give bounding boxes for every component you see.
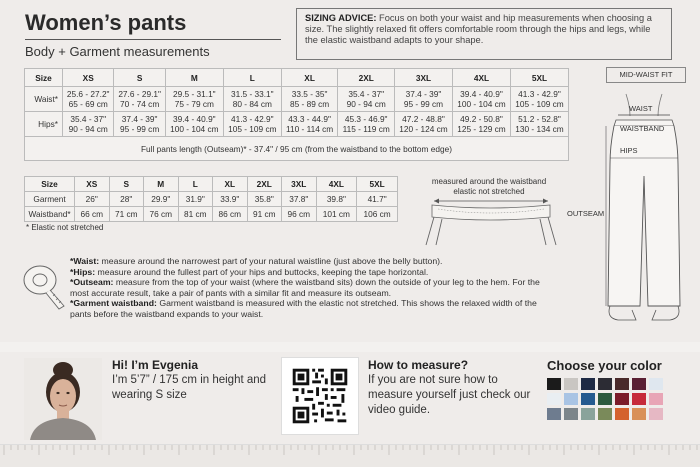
full-length-cell: Full pants length (Outseam)* - 37.4" / 95 cm (from the waistband to the bottom edge) <box>25 137 569 161</box>
size-col-3xl: 3XL <box>282 177 317 192</box>
color-swatch[interactable] <box>632 378 646 390</box>
size-col-2xl: 2XL <box>338 69 395 87</box>
color-swatch[interactable] <box>649 378 663 390</box>
table-cell: 25.6 - 27.2" 65 - 69 cm <box>63 87 114 112</box>
size-col-l: L <box>223 69 281 87</box>
table-cell: 71 cm <box>109 207 144 222</box>
sizing-advice-text: Focus on both your waist and hip measurements when choosing a size. The slightly relaxed fit offers comfortable room through the hips and legs, while the elastic waistband adapts to your shape. <box>305 13 652 46</box>
size-header-cell: Size <box>25 177 75 192</box>
color-swatch[interactable] <box>649 408 663 420</box>
table-cell: 35.8" <box>247 192 282 207</box>
color-swatch[interactable] <box>632 408 646 420</box>
pants-fit-diagram <box>596 86 692 326</box>
size-col-5xl: 5XL <box>357 177 398 192</box>
color-swatch[interactable] <box>547 393 561 405</box>
table-cell: 28" <box>109 192 144 207</box>
table-cell: 37.4 - 39" 95 - 99 cm <box>395 87 453 112</box>
definition-hips: *Hips: measure around the fullest part of your hips and buttocks, keeping the tape horizontal. <box>70 266 429 277</box>
color-swatch[interactable] <box>649 393 663 405</box>
model-greeting: Hi! I’m Evgenia <box>112 358 199 372</box>
size-col-xl: XL <box>281 69 338 87</box>
table-cell: 29.9" <box>144 192 179 207</box>
sizing-advice-label: SIZING ADVICE: <box>305 13 377 23</box>
table-cell: 35.4 - 37" 90 - 94 cm <box>63 112 114 137</box>
model-avatar <box>24 358 102 440</box>
table-cell: 31.9" <box>178 192 213 207</box>
color-swatch[interactable] <box>598 393 612 405</box>
size-col-s: S <box>114 69 165 87</box>
table-cell: 39.4 - 40.9" 100 - 104 cm <box>165 112 223 137</box>
definition-outseam: *Outseam: measure from the top of your waist (where the waistband sits) down the outside of your leg to the hem. For the most accurate result, take a pair of pants with a similar fit and measure its outseam. <box>70 277 540 298</box>
waistband-label: WAISTBAND <box>620 124 665 133</box>
elastic-note: * Elastic not stretched <box>26 223 104 232</box>
color-swatch-grid <box>547 378 665 420</box>
waistband-shape <box>432 205 550 220</box>
table-row-waist <box>25 87 569 112</box>
color-swatch[interactable] <box>615 378 629 390</box>
outseam-label: OUTSEAM <box>567 209 605 218</box>
size-col-5xl: 5XL <box>510 69 568 87</box>
definition-waist: *Waist: measure around the narrowest part of your natural waistline (just above the belly button). <box>70 256 443 266</box>
table-cell: 47.2 - 48.8" 120 - 124 cm <box>395 112 453 137</box>
ruler-strip <box>0 444 700 467</box>
table-cell: 29.5 - 31.1" 75 - 79 cm <box>165 87 223 112</box>
how-to-measure-text: If you are not sure how to measure yourself just check our video guide. <box>368 374 531 416</box>
size-col-2xl: 2XL <box>247 177 282 192</box>
size-col-3xl: 3XL <box>395 69 453 87</box>
size-col-m: M <box>165 69 223 87</box>
size-col-4xl: 4XL <box>316 177 357 192</box>
color-swatch[interactable] <box>581 408 595 420</box>
pants-leg-right <box>548 217 556 245</box>
pants-outline <box>608 126 680 306</box>
size-col-xs: XS <box>75 177 110 192</box>
hips-label: HIPS <box>620 146 638 155</box>
color-swatch[interactable] <box>598 378 612 390</box>
color-swatch[interactable] <box>547 378 561 390</box>
waistband-diagram <box>420 195 560 250</box>
ruler-ticks <box>0 445 700 467</box>
color-picker-title: Choose your color <box>547 358 662 373</box>
table-cell: 37.8" <box>282 192 317 207</box>
section-divider <box>0 342 700 352</box>
table-cell: 41.3 - 42.9" 105 - 109 cm <box>510 87 568 112</box>
table-cell: 31.5 - 33.1" 80 - 84 cm <box>223 87 281 112</box>
size-col-xs: XS <box>63 69 114 87</box>
definition-garment-waistband: *Garment waistband: Garment waistband is measured with the elastic not stretched. This shows the relaxed width of the pants before the waistband expands to your waist. <box>70 298 537 320</box>
table-row-cm <box>25 207 398 222</box>
size-header-cell: Size <box>25 69 63 87</box>
table-cell: 49.2 - 50.8" 125 - 129 cm <box>452 112 510 137</box>
table-cell: 41.7" <box>357 192 398 207</box>
table-header-row <box>25 69 569 87</box>
table-cell: 39.8" <box>316 192 357 207</box>
color-swatch[interactable] <box>615 393 629 405</box>
row-label-hips: Hips* <box>25 112 63 137</box>
waist-label: WAIST <box>629 104 653 113</box>
table-cell: 86 cm <box>213 207 248 222</box>
table-cell: 33.5 - 35" 85 - 89 cm <box>281 87 338 112</box>
size-col-xl: XL <box>213 177 248 192</box>
pants-leg-left <box>426 217 434 245</box>
qr-code-icon[interactable] <box>281 357 359 435</box>
table-row-hips <box>25 112 569 137</box>
measurement-definitions <box>70 256 540 320</box>
color-swatch[interactable] <box>632 393 646 405</box>
color-swatch[interactable] <box>581 378 595 390</box>
torso-right-outline <box>658 94 662 116</box>
table-cell: 51.2 - 52.8" 130 - 134 cm <box>510 112 568 137</box>
sizing-advice-box <box>296 8 672 60</box>
table-cell: 27.6 - 29.1" 70 - 74 cm <box>114 87 165 112</box>
table-cell: 91 cm <box>247 207 282 222</box>
table-cell: 45.3 - 46.9" 115 - 119 cm <box>338 112 395 137</box>
color-swatch[interactable] <box>615 408 629 420</box>
table-cell: 106 cm <box>357 207 398 222</box>
size-col-m: M <box>144 177 179 192</box>
model-info: I’m 5’7” / 175 cm in height and wearing S size <box>112 374 267 401</box>
table-cell: 26" <box>75 192 110 207</box>
table-row-full-length <box>25 137 569 161</box>
garment-waistband-table <box>24 176 398 222</box>
page-subtitle: Body + Garment measurements <box>25 44 210 59</box>
table-cell: 37.4 - 39" 95 - 99 cm <box>114 112 165 137</box>
measuring-tape-icon <box>20 256 66 310</box>
table-cell: 96 cm <box>282 207 317 222</box>
color-swatch[interactable] <box>547 408 561 420</box>
arrow-left-icon <box>434 199 439 204</box>
table-cell: 76 cm <box>144 207 179 222</box>
table-cell: 81 cm <box>178 207 213 222</box>
table-cell: 35.4 - 37" 90 - 94 cm <box>338 87 395 112</box>
how-to-measure-title: How to measure? <box>368 358 469 372</box>
table-cell: 66 cm <box>75 207 110 222</box>
foot-left-icon <box>609 306 636 320</box>
body-measurements-table <box>24 68 569 161</box>
table-cell: 43.3 - 44.9" 110 - 114 cm <box>281 112 338 137</box>
color-swatch[interactable] <box>598 408 612 420</box>
size-col-l: L <box>178 177 213 192</box>
row-label-waistband: Waistband* <box>25 207 75 222</box>
waistband-diagram-caption: measured around the waistband elastic not stretched <box>431 177 547 196</box>
table-cell: 101 cm <box>316 207 357 222</box>
title-underline <box>25 39 281 40</box>
table-cell: 39.4 - 40.9" 100 - 104 cm <box>452 87 510 112</box>
arrow-right-icon <box>543 199 548 204</box>
color-swatch[interactable] <box>564 393 578 405</box>
page-title: Women’s pants <box>25 10 187 35</box>
row-label-waist: Waist* <box>25 87 63 112</box>
table-header-row <box>25 177 398 192</box>
color-swatch[interactable] <box>581 393 595 405</box>
foot-right-icon <box>652 306 679 320</box>
fit-type-label: MID-WAIST FIT <box>606 67 686 83</box>
color-swatch[interactable] <box>564 378 578 390</box>
color-swatch[interactable] <box>564 408 578 420</box>
row-label-garment: Garment <box>25 192 75 207</box>
table-cell: 33.9" <box>213 192 248 207</box>
size-col-4xl: 4XL <box>452 69 510 87</box>
size-col-s: S <box>109 177 144 192</box>
table-row-inches <box>25 192 398 207</box>
table-cell: 41.3 - 42.9" 105 - 109 cm <box>223 112 281 137</box>
